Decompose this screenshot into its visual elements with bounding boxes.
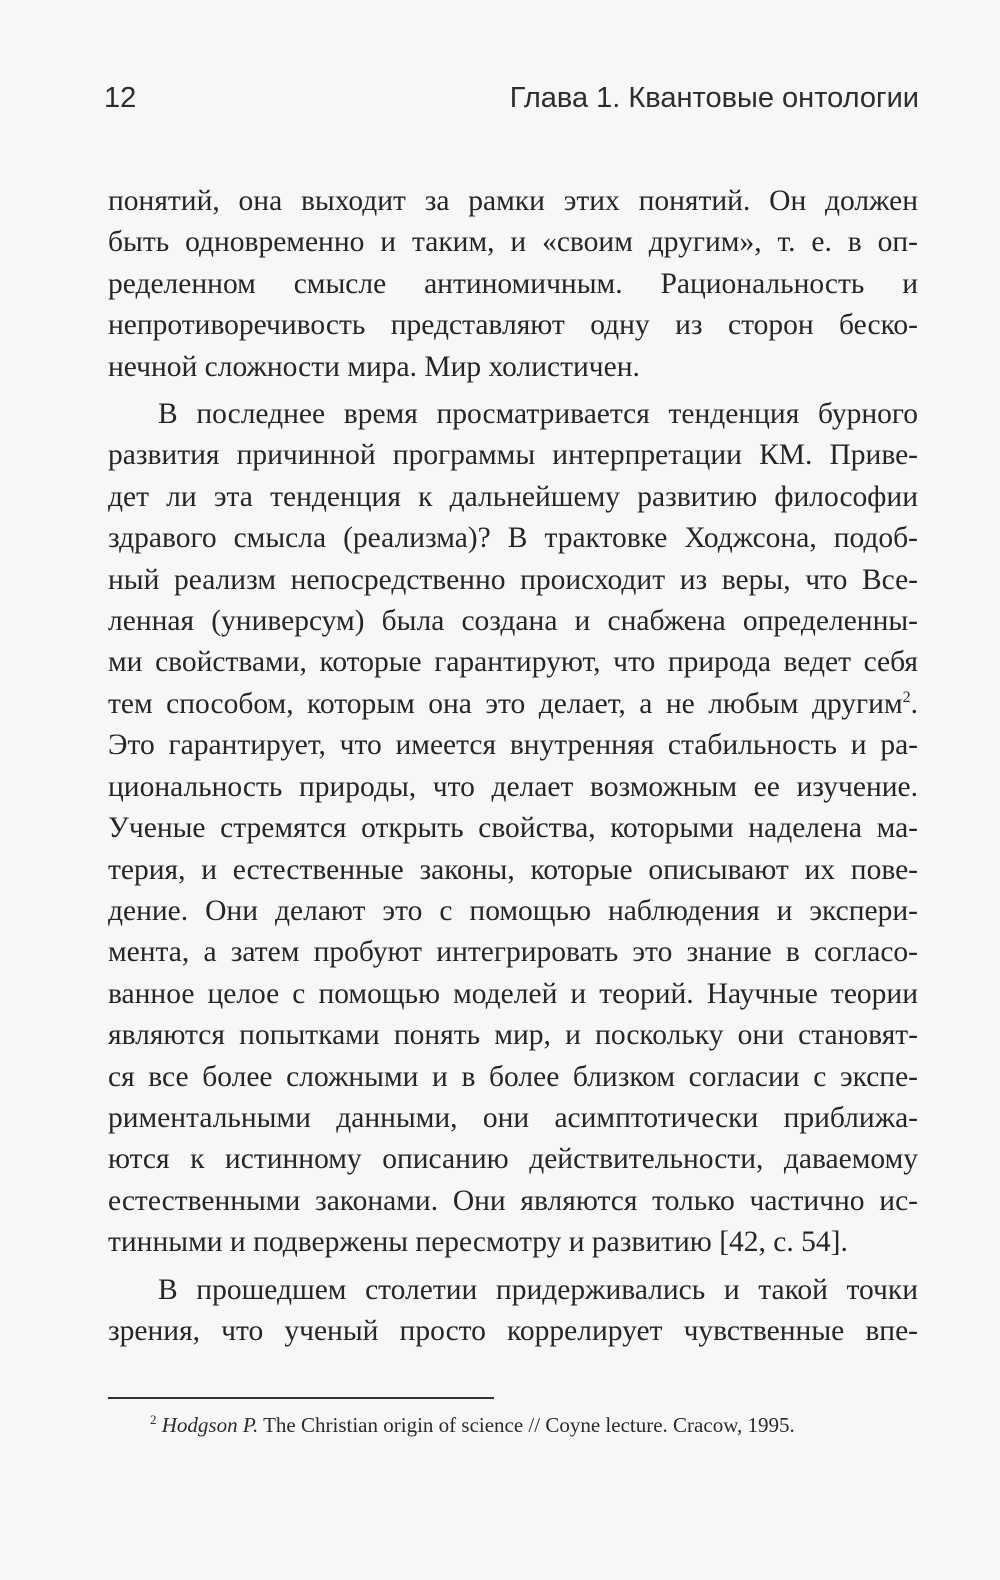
text-line: циональность природы, что делает возможным ее изучение. bbox=[108, 770, 918, 803]
paragraph-2 bbox=[108, 394, 918, 1264]
text-line: нечной сложности мира. Мир холистичен. bbox=[108, 350, 640, 383]
running-head: Глава 1. Квантовые онтологии bbox=[509, 82, 919, 114]
text-line: В последнее время просматривается тенденция бурного bbox=[158, 398, 918, 431]
body-text bbox=[108, 181, 918, 1352]
text-line: дение. Они делают это с помощью наблюдения и экспери- bbox=[108, 894, 918, 927]
footnote-text: The Christian origin of science // Coyne lecture. Cracow, 1995. bbox=[263, 1413, 795, 1437]
text-line: ный реализм непосредственно происходит из веры, что Все- bbox=[108, 563, 918, 596]
footnote-number: 2 bbox=[150, 1412, 157, 1427]
paragraph-3 bbox=[108, 1270, 918, 1353]
text-line: являются попытками понять мир, и поскольку они становят- bbox=[108, 1019, 918, 1052]
text-line: ленная (универсум) была создана и снабжена определенны- bbox=[108, 605, 918, 638]
text-line: дет ли эта тенденция к дальнейшему развитию философии bbox=[108, 480, 918, 513]
text-fragment: . bbox=[910, 687, 918, 720]
text-line: В прошедшем столетии придерживались и такой точки bbox=[158, 1273, 918, 1306]
text-line: ются к истинному описанию действительности, даваемому bbox=[108, 1143, 918, 1176]
footnote-author: Hodgson P. bbox=[161, 1413, 259, 1437]
page-number: 12 bbox=[104, 82, 137, 114]
text-line: естественными законами. Они являются только частично ис- bbox=[108, 1184, 918, 1217]
text-line-with-footnote bbox=[108, 684, 918, 725]
text-line: развития причинной программы интерпретации КМ. Приве- bbox=[108, 439, 918, 472]
footnote-reference[interactable]: 2 bbox=[902, 689, 911, 707]
text-line: понятий, она выходит за рамки этих понятий. Он должен bbox=[108, 185, 918, 217]
text-line: ми свойствами, которые гарантируют, что природа ведет себя bbox=[108, 646, 918, 679]
page-header bbox=[104, 82, 919, 126]
text-line: непротиворечивость представляют одну из сторон беско- bbox=[108, 309, 918, 342]
text-line: зрения, что ученый просто коррелирует чувственные впе- bbox=[108, 1314, 918, 1347]
text-line: Это гарантирует, что имеется внутренняя стабильность и ра- bbox=[108, 729, 918, 762]
text-line: ванное целое с помощью моделей и теорий. Научные теории bbox=[108, 977, 918, 1010]
text-line: быть одновременно и таким, и «своим другим», т. е. в оп- bbox=[108, 226, 918, 259]
text-line: риментальными данными, они асимптотически приближа- bbox=[108, 1101, 918, 1134]
text-fragment: тем способом, которым она это делает, а не любым другим bbox=[108, 687, 903, 720]
footnote-divider bbox=[108, 1397, 494, 1399]
footnote bbox=[150, 1413, 910, 1438]
text-line: Ученые стремятся открыть свойства, которыми наделена ма- bbox=[108, 812, 918, 845]
text-line: терия, и естественные законы, которые описывают их пове- bbox=[108, 853, 918, 886]
paragraph-1 bbox=[108, 181, 918, 388]
text-line: ся все более сложными и в более близком согласии с экспе- bbox=[108, 1060, 918, 1093]
text-line: тинными и подвержены пересмотру и развитию [42, с. 54]. bbox=[108, 1226, 848, 1259]
text-line: ределенном смысле антиномичным. Рациональность и bbox=[108, 267, 918, 300]
text-line: здравого смысла (реализма)? В трактовке Ходжсона, подоб- bbox=[108, 522, 918, 555]
text-line: мента, а затем пробуют интегрировать это знание в согласо- bbox=[108, 936, 918, 969]
